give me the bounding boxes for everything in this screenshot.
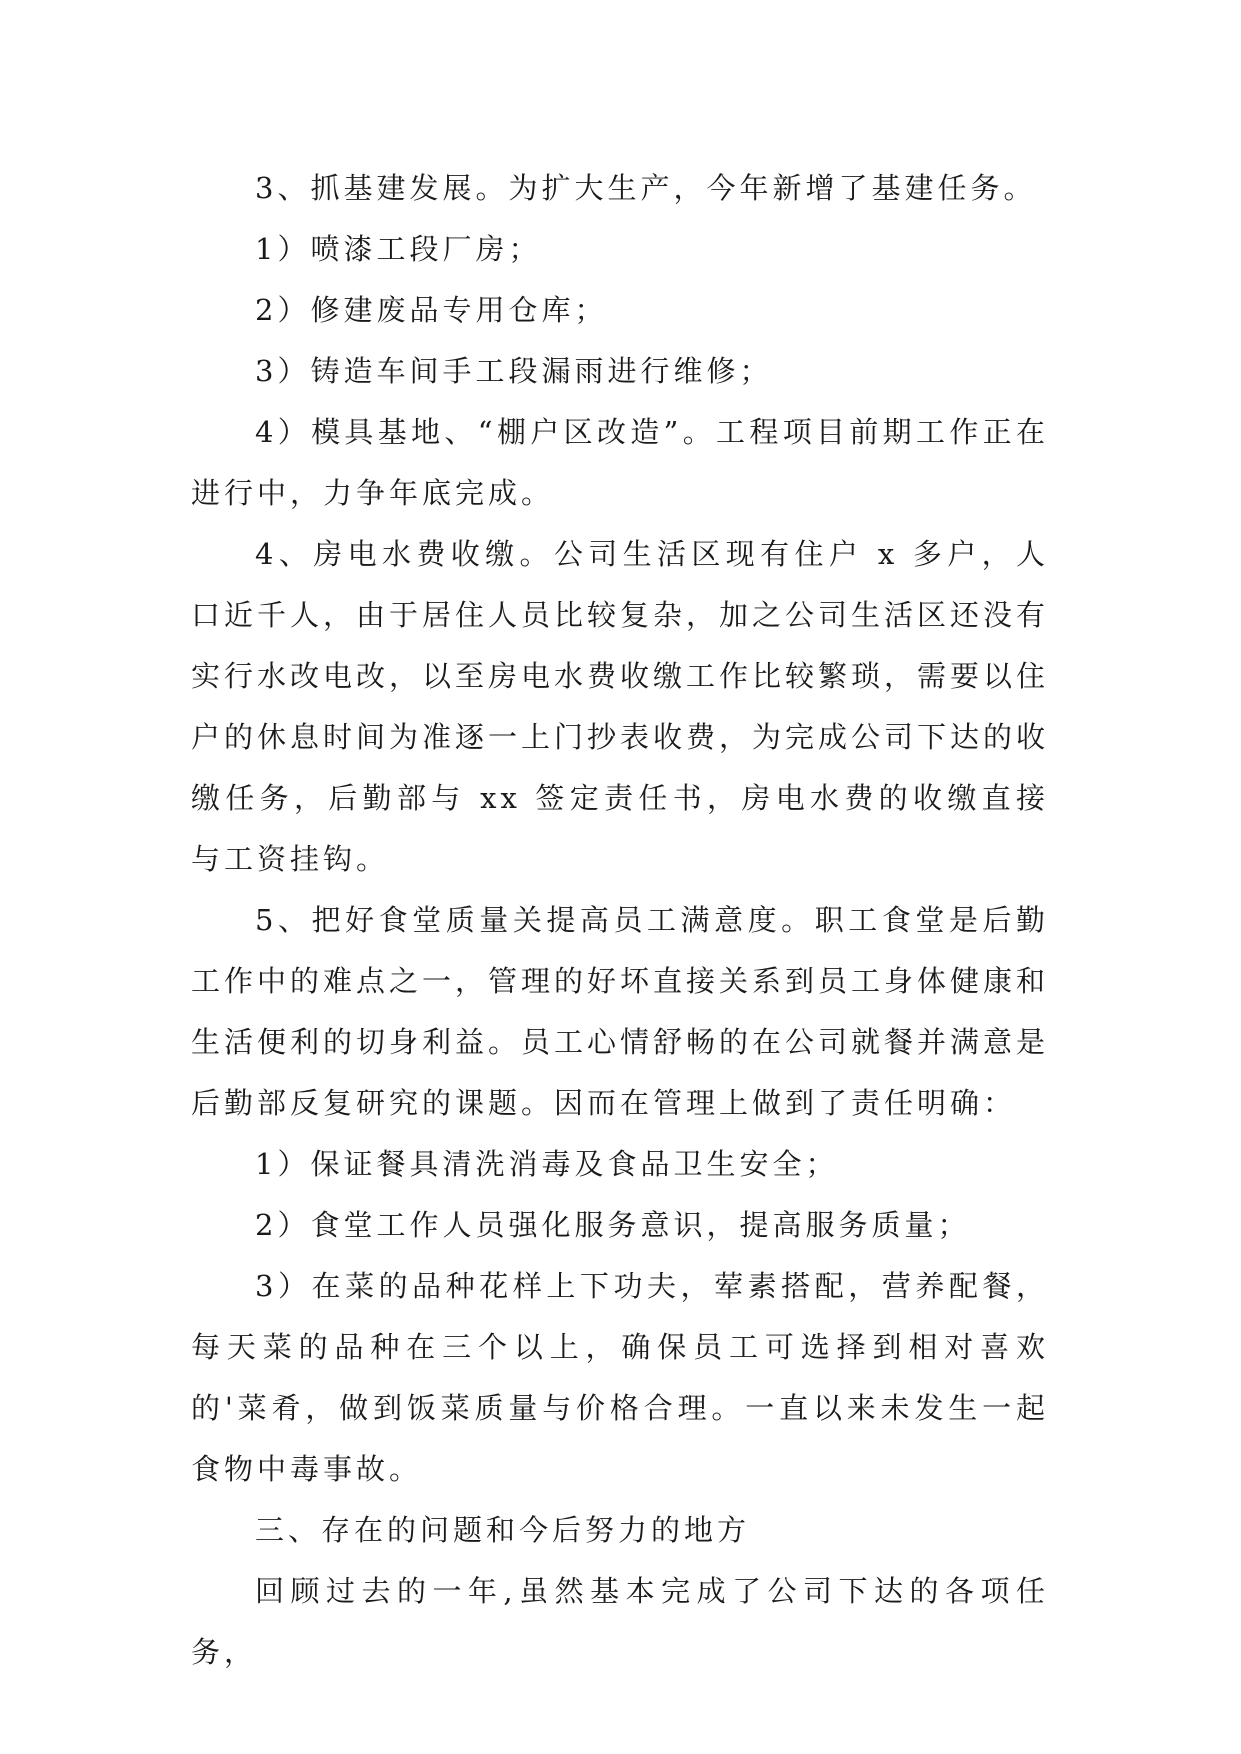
list-item-menu-variety: 3）在菜的品种花样上下功夫，荤素搭配，营养配餐，每天菜的品种在三个以上，确保员工可选择到相对喜欢的'菜肴，做到饭菜质量与价格合理。一直以来未发生一起食物中毒事故。 [191, 1269, 1049, 1486]
list-item-paint-workshop: 1）喷漆工段厂房； [255, 232, 542, 266]
paragraph-review: 回顾过去的一年,虽然基本完成了公司下达的各项任务， [191, 1574, 1049, 1669]
list-item-tableware-hygiene: 1）保证餐具清洗消毒及食品卫生安全； [255, 1147, 839, 1181]
list-item-waste-warehouse: 2）修建废品专用仓库； [255, 293, 608, 327]
paragraph-utility-fees: 4、房电水费收缴。公司生活区现有住户 x 多户，人口近千人，由于居住人员比较复杂，加之公司生活区还没有实行水改电改，以至房电水费收缴工作比较繁琐，需要以住户的休息时间为准逐一上门抄表收费，为完成公司下达的收缴任务，后勤部与 xx 签定责任书，房电水费的收缴直接与工资挂钩。 [191, 537, 1050, 876]
list-item-mold-base: 4）模具基地、“棚户区改造”。工程项目前期工作正在进行中，力争年底完成。 [191, 415, 1049, 510]
document-body [191, 158, 1049, 1683]
list-item-foundry-repair: 3）铸造车间手工段漏雨进行维修； [255, 354, 773, 388]
paragraph-infrastructure: 3、抓基建发展。为扩大生产，今年新增了基建任务。 [255, 171, 1037, 205]
section-heading-problems: 三、存在的问题和今后努力的地方 [255, 1513, 751, 1547]
list-item-service-awareness: 2）食堂工作人员强化服务意识，提高服务质量； [255, 1208, 971, 1242]
paragraph-canteen-quality: 5、把好食堂质量关提高员工满意度。职工食堂是后勤工作中的难点之一，管理的好坏直接关系到员工身体健康和生活便利的切身利益。员工心情舒畅的在公司就餐并满意是后勤部反复研究的课题。因而在管理上做到了责任明确： [191, 903, 1050, 1120]
